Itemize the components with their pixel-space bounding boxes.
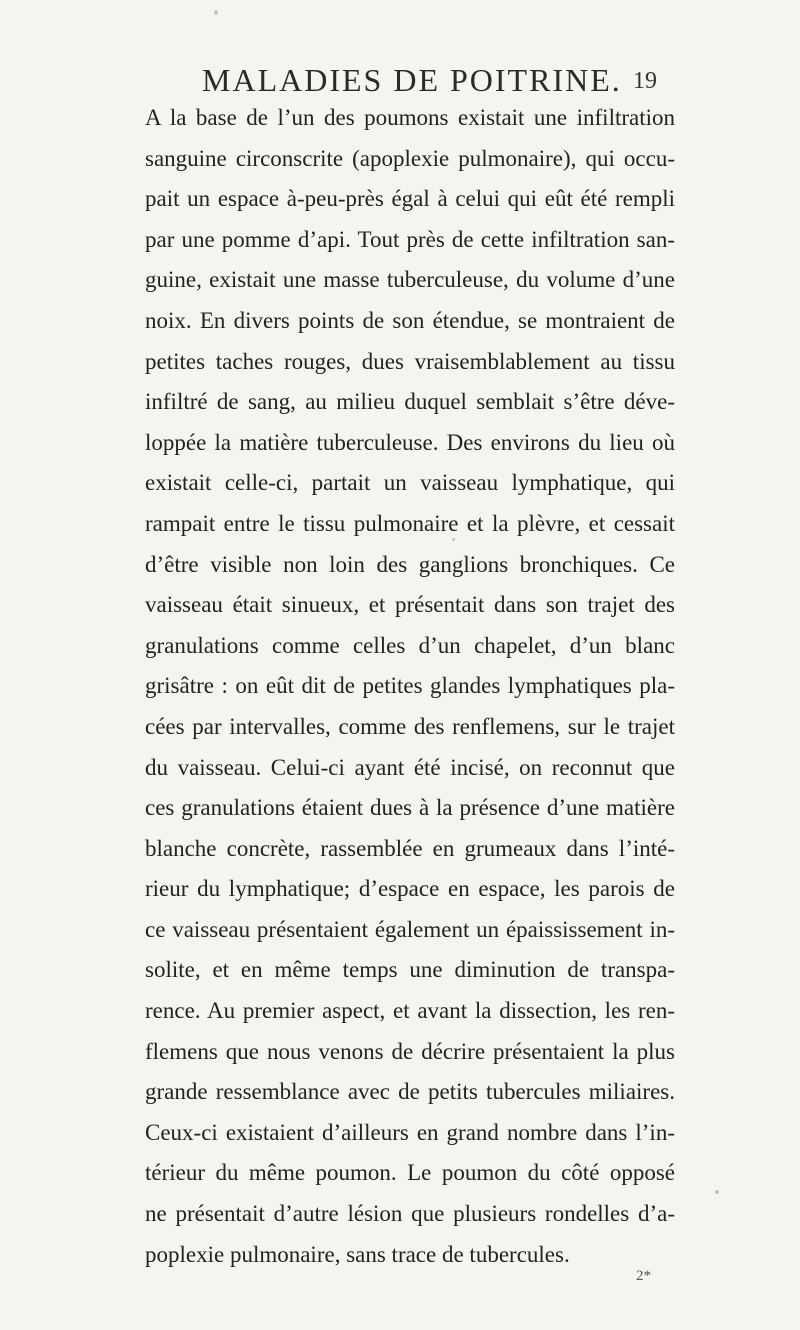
text-line: blanche concrète, rassemblée en grumeaux dans l’inté-: [145, 835, 675, 861]
text-line: grande ressemblance avec de petits tubercules miliaires.: [145, 1079, 675, 1105]
text-line: rampait entre le tissu pulmonaire et la plèvre, et cessait: [145, 510, 675, 536]
text-line: d’être visible non loin des ganglions bronchiques. Ce: [145, 551, 675, 577]
text-line: rence. Au premier aspect, et avant la dissection, les ren-: [145, 998, 675, 1024]
text-line: infiltré de sang, au milieu duquel semblait s’être déve-: [145, 389, 675, 415]
text-line: Ceux-ci existaient d’ailleurs en grand nombre dans l’in-: [145, 1119, 675, 1145]
paper-speck: [214, 10, 218, 15]
text-line: solite, et en même temps une diminution de transpa-: [145, 957, 675, 983]
text-line: loppée la matière tuberculeuse. Des environs du lieu où: [145, 429, 675, 455]
text-line: rieur du lymphatique; d’espace en espace, les parois de: [145, 876, 675, 902]
text-line: ne présentait d’autre lésion que plusieurs rondelles d’a-: [145, 1201, 675, 1227]
text-line: pait un espace à-peu-près égal à celui qui eût été rempli: [145, 186, 675, 212]
text-line: par une pomme d’api. Tout près de cette infiltration san-: [145, 226, 675, 252]
body-text: [145, 98, 675, 1275]
text-line: A la base de l’un des poumons existait une infiltration: [145, 105, 675, 130]
text-line: petites taches rouges, dues vraisemblablement au tissu: [145, 348, 675, 374]
page-number: 19: [633, 68, 657, 94]
text-line: guine, existait une masse tuberculeuse, du volume d’une: [145, 267, 675, 293]
text-line: térieur du même poumon. Le poumon du côté opposé: [145, 1160, 675, 1186]
paper-speck: [452, 538, 455, 541]
text-line: flemens que nous venons de décrire présentaient la plus: [145, 1038, 675, 1064]
text-line: du vaisseau. Celui-ci ayant été incisé, on reconnut que: [145, 754, 675, 780]
text-line: ce vaisseau présentaient également un épaississement in-: [145, 916, 675, 942]
text-line: cées par intervalles, comme des renflemens, sur le trajet: [145, 713, 675, 739]
text-line: grisâtre : on eût dit de petites glandes lymphatiques pla-: [145, 673, 675, 699]
paper-speck: [715, 1190, 719, 1194]
text-line: vaisseau était sinueux, et présentait dans son trajet des: [145, 592, 675, 618]
text-line: existait celle-ci, partait un vaisseau lymphatique, qui: [145, 470, 675, 496]
running-title: MALADIES DE POITRINE.: [202, 62, 622, 98]
text-line: granulations comme celles d’un chapelet, d’un blanc: [145, 632, 675, 658]
text-line-last: poplexie pulmonaire, sans trace de tubercules.: [145, 1241, 570, 1267]
signature-mark: 2*: [636, 1268, 651, 1284]
text-line: ces granulations étaient dues à la présence d’une matière: [145, 795, 675, 821]
text-line: noix. En divers points de son étendue, se montraient de: [145, 307, 675, 333]
text-line: sanguine circonscrite (apoplexie pulmonaire), qui occu-: [145, 145, 675, 171]
